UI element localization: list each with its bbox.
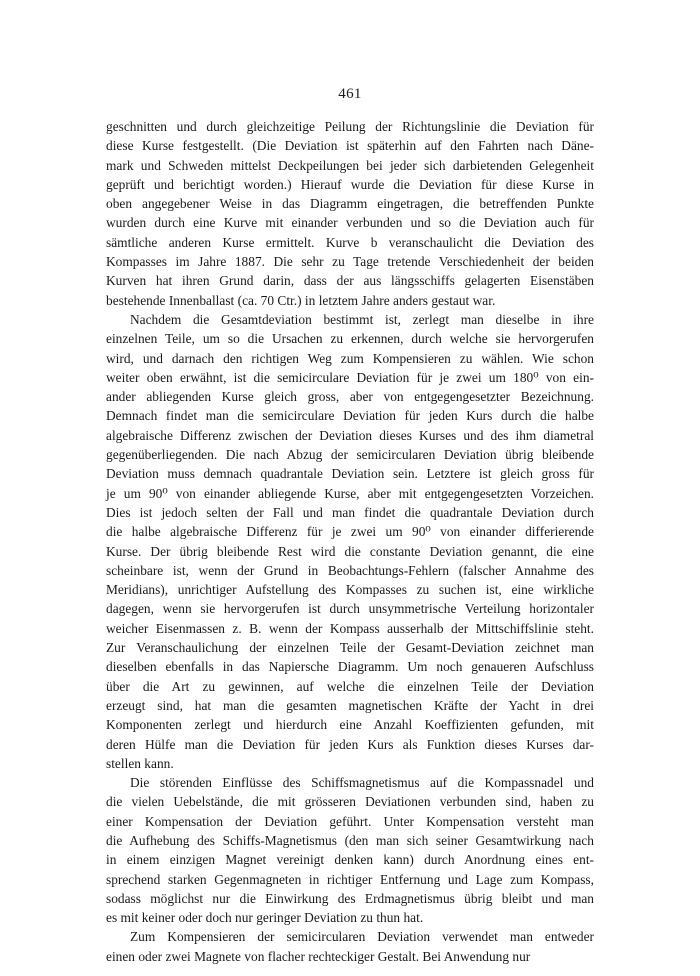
text-line: dagegen, wenn sie hervorgerufen ist durch unsymmetrische Verteilung horizontaler bbox=[106, 601, 594, 617]
page-number: 461 bbox=[338, 86, 362, 102]
text-line: wurden durch eine Kurve mit einander verbunden und so die Deviation auch für bbox=[106, 215, 594, 231]
text-line: geschnitten und durch gleichzeitige Peilung der Richtungslinie die Deviation für bbox=[106, 119, 594, 134]
paragraph bbox=[106, 310, 594, 773]
text-line: scheinbare ist, wenn der Grund in Beobachtungs-Fehlern (falscher Annahme des bbox=[106, 562, 594, 578]
paragraph bbox=[106, 773, 594, 927]
text-line: Deviation muss demnach quadrantale Deviation sein. Letztere ist gleich gross für bbox=[106, 466, 594, 482]
body-text bbox=[106, 117, 594, 966]
text-line: erzeugt sind, hat man die gesamten magnetischen Kräfte der Yacht in drei bbox=[106, 697, 594, 713]
text-line: ander abliegenden Kurse gleich gross, aber von entgegengesetzter Bezeichnung. bbox=[106, 389, 594, 405]
text-line: diese Kurse festgestellt. (Die Deviation ist späterhin auf den Fahrten nach Däne- bbox=[106, 138, 594, 154]
text-line: die Aufhebung des Schiffs-Magnetismus (den man sich seiner Gesamtwirkung nach bbox=[106, 832, 594, 848]
paragraph bbox=[106, 927, 594, 966]
text-line: Kompasses im Jahre 1887. Die sehr zu Tage tretende Verschiedenheit der beiden bbox=[106, 254, 594, 270]
text-line: stellen kann. bbox=[106, 755, 174, 771]
text-line: mark und Schweden mittelst Deckpeilungen bei jeder sich darbietenden Gelegenheit bbox=[106, 157, 594, 173]
text-line: Zum Kompensieren der semicircularen Deviation verwendet man entweder bbox=[130, 929, 594, 945]
text-line: wird, und darnach den richtigen Weg zum Kompensieren zu wählen. Wie schon bbox=[106, 350, 594, 366]
text-line: Kurse. Der übrig bleibende Rest wird die constante Deviation genannt, die eine bbox=[106, 543, 594, 559]
text-line: Kurven hat ihren Grund darin, dass der aus längsschiffs gelagerten Eisenstäben bbox=[106, 273, 594, 289]
text-line: in einem einzigen Magnet vereinigt denken kann) durch Anordnung eines ent- bbox=[106, 852, 594, 868]
text-line: je um 90⁰ von einander abliegende Kurse, aber mit entgegengesetzten Vorzeichen. bbox=[106, 485, 594, 501]
text-line: oben angegebener Weise in das Diagramm eingetragen, die betreffenden Punkte bbox=[106, 196, 594, 212]
text-line: es mit keiner oder doch nur geringer Deviation zu thun hat. bbox=[106, 910, 424, 926]
text-line: sodass möglichst nur die Einwirkung des Erdmagnetismus übrig bleibt und man bbox=[106, 890, 594, 906]
paragraph bbox=[106, 117, 594, 310]
text-line: über die Art zu gewinnen, auf welche die einzelnen Teile der Deviation bbox=[106, 678, 594, 694]
text-line: dieselben ebenfalls in das Napiersche Diagramm. Um noch genaueren Aufschluss bbox=[106, 659, 594, 675]
text-line: gegenüberliegenden. Die nach Abzug der semicircularen Deviation übrig bleibende bbox=[106, 447, 594, 463]
text-line: Demnach findet man die semicirculare Deviation für jeden Kurs durch die halbe bbox=[106, 408, 594, 424]
text-line: Zur Veranschaulichung der einzelnen Teile der Gesamt-Deviation zeichnet man bbox=[106, 640, 594, 656]
text-line: deren Hülfe man die Deviation für jeden Kurs als Funktion dieses Kurses dar- bbox=[106, 736, 594, 752]
text-line: algebraische Differenz zwischen der Deviation dieses Kurses und des ihm diametral bbox=[106, 427, 594, 443]
text-line: Die störenden Einflüsse des Schiffsmagnetismus auf die Kompassnadel und bbox=[130, 775, 594, 791]
text-line: bestehende Innenballast (ca. 70 Ctr.) in letztem Jahre anders gestaut war. bbox=[106, 292, 496, 308]
text-line: einzelnen Teile, um so die Ursachen zu erkennen, durch welche sie hervorgerufen bbox=[106, 331, 594, 347]
text-line: die vielen Uebelstände, die mit grösseren Deviationen verbunden sind, haben zu bbox=[106, 794, 594, 810]
text-line: Meridians), unrichtiger Aufstellung des Kompasses zu suchen ist, eine wirkliche bbox=[106, 582, 594, 598]
text-line: Nachdem die Gesamtdeviation bestimmt ist, zerlegt man dieselbe in ihre bbox=[130, 311, 594, 327]
text-line: geprüft und berichtigt worden.) Hierauf wurde die Deviation für diese Kurse in bbox=[106, 176, 594, 192]
text-line: Dies ist jedoch selten der Fall und man findet die quadrantale Deviation durch bbox=[106, 504, 594, 520]
text-line: sprechend starken Gegenmagneten in richtiger Entfernung und Lage zum Kompass, bbox=[106, 871, 594, 887]
text-line: sämtliche anderen Kurse ermittelt. Kurve b veranschaulicht die Deviation des bbox=[106, 234, 594, 250]
text-line: weicher Eisenmassen z. B. wenn der Kompass ausserhalb der Mittschiffslinie steht. bbox=[106, 620, 594, 636]
text-line: Komponenten zerlegt und hierdurch eine Anzahl Koeffizienten gefunden, mit bbox=[106, 717, 594, 733]
text-line: einen oder zwei Magnete von flacher rechteckiger Gestalt. Bei Anwendung nur bbox=[106, 948, 531, 964]
text-line: einer Kompensation der Deviation geführt. Unter Kompensation versteht man bbox=[106, 813, 594, 829]
text-line: weiter oben erwähnt, ist die semicirculare Deviation für je zwei um 180⁰ von ein- bbox=[106, 369, 594, 385]
text-line: die halbe algebraische Differenz für je zwei um 90⁰ von einander differierende bbox=[106, 524, 594, 540]
